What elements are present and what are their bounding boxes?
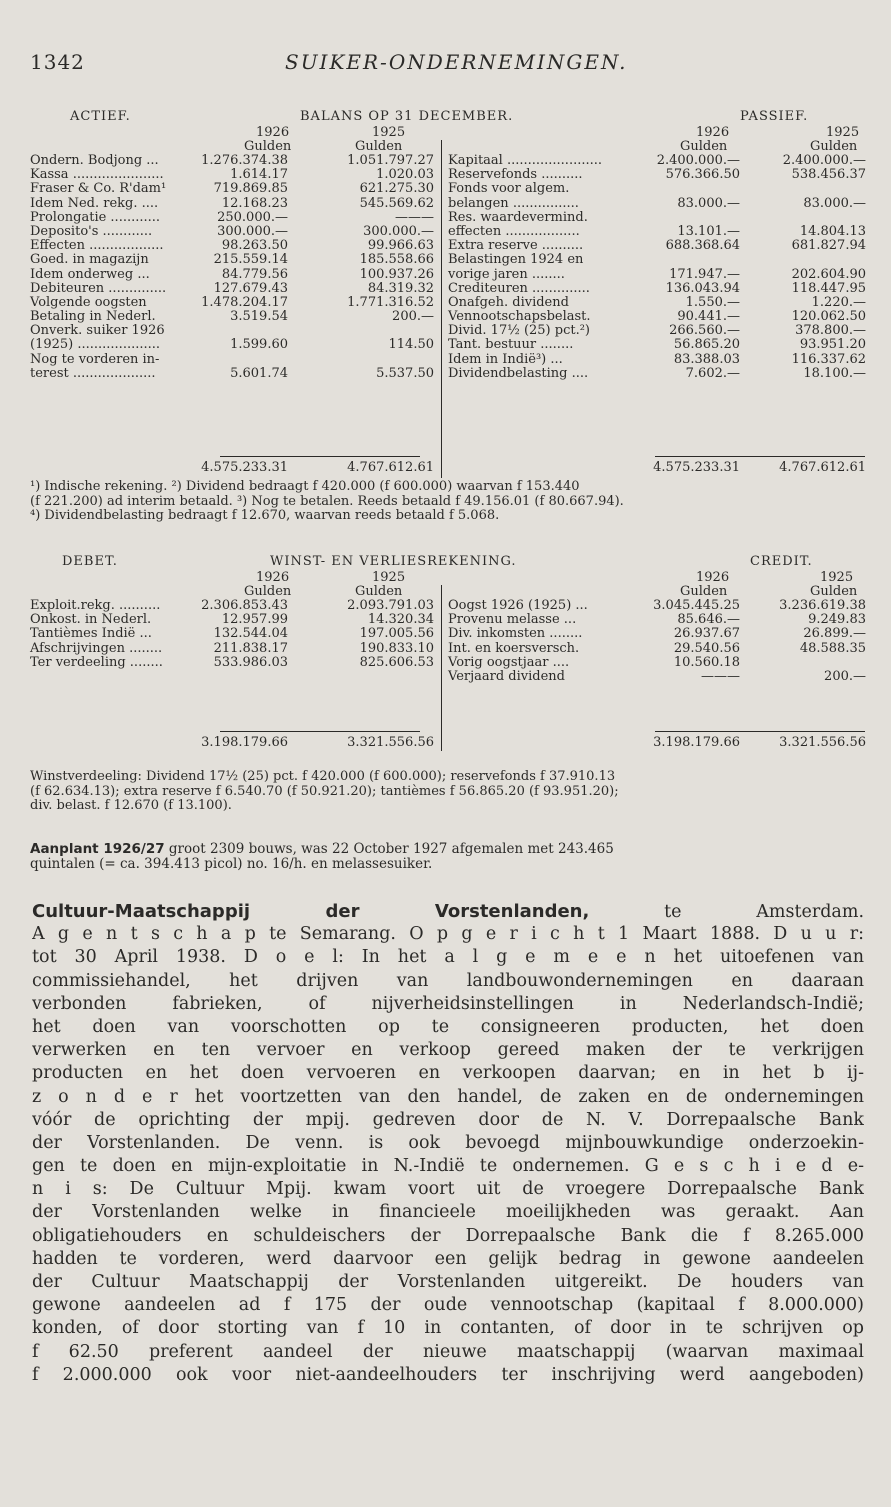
left-1926: 1.276.374.38 (201, 153, 288, 168)
right-label: vorige jaren ........ (448, 266, 565, 282)
left-label: Ter verdeeling ........ (30, 654, 163, 670)
right-1926: 83.388.03 (673, 351, 740, 367)
right-label: Belastingen 1924 en (448, 252, 584, 268)
year-1925-left: 1925 (372, 570, 406, 585)
table-row (30, 670, 866, 684)
table-row (30, 642, 866, 656)
pl-total-rule-left (220, 731, 420, 732)
right-1925: 2.400.000.— (782, 153, 866, 168)
article-line: tot 30 April 1938. D o e l: In het a l g e m e e n het uitoefenen van (32, 947, 864, 968)
article-line: konden, of door storting van f 10 in contanten, of door in te schrijven op (32, 1318, 864, 1339)
year-1926-right: 1926 (696, 125, 730, 140)
page-header (30, 50, 860, 80)
left-1926: 215.559.14 (213, 252, 288, 268)
article-line: der Vorstenlanden welke in financieele moeilijkheden was geraakt. Aan (32, 1202, 864, 1223)
left-1925: 621.275.30 (359, 181, 434, 197)
article-line: z o n d e r het voortzetten van den handel, de zaken en de ondernemingen (32, 1086, 864, 1107)
balance-notes (30, 480, 866, 524)
left-1925: 300.000.— (363, 223, 434, 239)
page-number: 1342 (30, 50, 85, 74)
aanplant-label: Aanplant 1926/27 (30, 841, 165, 857)
table-row (30, 367, 866, 381)
left-label: Nog te vorderen in- (30, 351, 160, 367)
article-line: A g e n t s c h a p te Semarang. O p g e r i c h t 1 Maart 1888. D u u r: (32, 924, 864, 945)
left-1925: 545.569.62 (359, 195, 434, 211)
right-1925: 26.899.— (803, 626, 866, 642)
total-passief-1926: 4.575.233.31 (653, 460, 740, 475)
right-1925: 3.236.619.38 (779, 598, 866, 613)
balance-years (30, 126, 866, 140)
left-label: Deposito's ............ (30, 223, 153, 239)
right-label: Vorig oogstjaar .... (448, 654, 570, 670)
left-1925: 1.051.797.27 (347, 153, 434, 168)
table-row (30, 268, 866, 282)
article-line: n i s: De Cultuur Mpij. kwam voort uit de vroegere Dorrepaalsche Bank (32, 1179, 864, 1200)
note-line: ¹) Indische rekening. ²) Dividend bedraagt f 420.000 (f 600.000) waarvan f 153.440 (30, 479, 580, 494)
unit-left-1: Gulden (244, 139, 292, 154)
left-1926: 3.519.54 (230, 309, 288, 325)
right-1925: 93.951.20 (799, 337, 866, 353)
note-line: Winstverdeeling: Dividend 17½ (25) pct. f 420.000 (f 600.000); reservefonds f 37.910.13 (30, 769, 616, 784)
article-line: verbonden fabrieken, of nijverheidsinstellingen in Nederlandsch-Indië; (32, 993, 864, 1014)
balance-sheet (30, 109, 866, 475)
right-1926: 1.550.— (685, 294, 740, 310)
year-1926-left: 1926 (256, 570, 290, 585)
right-1925: 116.337.62 (791, 351, 866, 367)
right-label: Kapitaal ....................... (448, 153, 603, 168)
table-row (30, 353, 866, 367)
table-row (30, 613, 866, 627)
left-label: Debiteuren .............. (30, 280, 167, 296)
article-line: hadden te vorderen, werd daarvoor een gelijk bedrag in gewone aandeelen (32, 1248, 864, 1269)
left-1925: 100.937.26 (359, 266, 434, 282)
left-1926: 2.306.853.43 (201, 598, 288, 613)
article-line: der Cultuur Maatschappij der Vorstenlanden uitgereikt. De houders van (32, 1272, 864, 1292)
left-1926: 211.838.17 (213, 640, 288, 656)
aanplant-text: groot 2309 bouws, was 22 October 1927 afgemalen met 243.465 (164, 841, 614, 857)
right-1926: 56.865.20 (673, 337, 740, 353)
left-1926: 98.263.50 (221, 238, 288, 254)
profit-loss-account (30, 554, 866, 750)
article-line: gewone aandeelen ad f 175 der oude vennootschap (kapitaal f 8.000.000) (32, 1295, 864, 1316)
total-credit-1926: 3.198.179.66 (653, 735, 740, 750)
left-1926: 127.679.43 (213, 280, 288, 296)
right-1925: 202.604.90 (791, 266, 866, 282)
passief-heading: PASSIEF. (740, 109, 809, 124)
left-1925: 190.833.10 (359, 640, 434, 656)
left-1926: 250.000.— (217, 209, 288, 225)
right-1926: 266.560.— (669, 323, 740, 339)
right-label: Vennootschapsbelast. (448, 309, 591, 325)
total-debet-1926: 3.198.179.66 (201, 735, 288, 750)
table-row (30, 296, 866, 310)
right-1926: 7.602.— (685, 365, 740, 381)
pl-totals (30, 736, 866, 750)
company-name: Cultuur-Maatschappij der Vorstenlanden, (32, 901, 590, 922)
right-1925: 200.— (824, 668, 866, 684)
right-label: Divid. 17½ (25) pct.²) (448, 323, 591, 339)
year-1925-left: 1925 (372, 125, 406, 140)
left-label: terest .................... (30, 365, 156, 381)
right-label: Int. en koersversch. (448, 640, 580, 656)
left-label: Onkost. in Nederl. (30, 612, 152, 628)
left-1925: 99.966.63 (367, 238, 434, 254)
debet-heading: DEBET. (62, 554, 118, 569)
left-1926: 1.478.204.17 (201, 294, 288, 310)
article-body (32, 923, 864, 1387)
right-1926: 13.101.— (677, 223, 740, 239)
table-row (30, 197, 866, 211)
table-row (30, 656, 866, 670)
left-label: Volgende oogsten (30, 294, 147, 310)
pl-rows (30, 599, 866, 684)
note-line: div. belast. f 12.670 (f 13.100). (30, 798, 232, 813)
unit-left-2: Gulden (355, 584, 403, 599)
right-label: Onafgeh. dividend (448, 294, 569, 310)
right-1926: 85.646.— (677, 612, 740, 628)
left-1925: 197.005.56 (359, 626, 434, 642)
pl-heading-row (30, 555, 866, 571)
left-1925: 1.771.316.52 (347, 294, 434, 310)
right-1925: 18.100.— (803, 365, 866, 381)
right-1925: 14.804.13 (799, 223, 866, 239)
left-1926: 132.544.04 (213, 626, 288, 642)
left-label: Fraser & Co. R'dam¹ (30, 181, 167, 197)
year-1926-left: 1926 (256, 125, 290, 140)
right-1925: 118.447.95 (791, 280, 866, 296)
unit-right-2: Gulden (810, 584, 858, 599)
balance-units (30, 140, 866, 154)
note-line: (f 221.200) ad interim betaald. ³) Nog te betalen. Reeds betaald f 49.156.01 (f 80.667.94). (30, 493, 624, 509)
total-rule-left (220, 456, 420, 457)
left-label: Goed. in magazijn (30, 252, 149, 268)
right-1926: 2.400.000.— (656, 153, 740, 168)
total-debet-1925: 3.321.556.56 (347, 735, 434, 750)
right-label: Provenu melasse ... (448, 612, 577, 628)
left-1925: 14.320.34 (367, 612, 434, 628)
right-1926: 29.540.56 (673, 640, 740, 656)
right-label: Crediteuren .............. (448, 280, 590, 296)
left-1926: 84.779.56 (221, 266, 288, 282)
table-row (30, 338, 866, 352)
article-line: gen te doen en mijn-exploitatie in N.-Indië te ondernemen. G e s c h i e d e- (32, 1156, 864, 1177)
right-1925: 538.456.37 (791, 167, 866, 183)
left-1925: ——— (395, 209, 434, 225)
right-1926: 171.947.— (669, 266, 740, 282)
left-label: Prolongatie ............ (30, 209, 161, 225)
left-label: Ondern. Bodjong ... (30, 153, 159, 168)
year-1926-right: 1926 (696, 570, 730, 585)
left-1926: 12.957.99 (221, 612, 288, 628)
right-label: Idem in Indië³) ... (448, 351, 563, 367)
left-1925: 185.558.66 (359, 252, 434, 268)
right-1926: 10.560.18 (673, 654, 740, 670)
left-label: (1925) .................... (30, 337, 161, 353)
right-1926: 576.366.50 (665, 167, 740, 183)
balance-totals (30, 461, 866, 475)
article-line: obligatiehouders en schuldeischers der Dorrepaalsche Bank die f 8.265.000 (32, 1225, 864, 1246)
balans-heading: BALANS OP 31 DECEMBER. (300, 109, 514, 124)
left-1925: 1.020.03 (376, 167, 434, 183)
note-line: ⁴) Dividendbelasting bedraagt f 12.670, waarvan reeds betaald f 5.068. (30, 508, 500, 523)
left-1926: 1.614.17 (230, 167, 288, 183)
balance-rows (30, 154, 866, 381)
left-1925: 5.537.50 (376, 365, 434, 381)
unit-right-1: Gulden (680, 139, 728, 154)
credit-heading: CREDIT. (750, 554, 813, 569)
table-row (30, 211, 866, 225)
total-actief-1925: 4.767.612.61 (347, 460, 434, 475)
left-1926: 5.601.74 (230, 365, 288, 381)
right-1925: 378.800.— (795, 323, 866, 339)
article-line: f 2.000.000 ook voor niet-aandeelhouders ter inschrijving werd aangeboden) (32, 1364, 864, 1385)
left-1926: 533.986.03 (213, 654, 288, 670)
total-actief-1926: 4.575.233.31 (201, 460, 288, 475)
right-1926: 26.937.67 (673, 626, 740, 642)
table-row (30, 168, 866, 182)
pl-total-rule-right (655, 731, 865, 732)
running-title: SUIKER-ONDERNEMINGEN. (285, 50, 628, 74)
article-line: der Vorstenlanden. De venn. is ook bevoegd mijnbouwkundige onderzoekin- (32, 1132, 864, 1153)
article-line: producten en het doen vervoeren en verkoopen daarvan; en in het b ij- (32, 1063, 864, 1084)
right-label: Reservefonds .......... (448, 167, 583, 183)
right-label: Extra reserve .......... (448, 238, 584, 254)
article-line: commissiehandel, het drijven van landbouwondernemingen en daaraan (32, 970, 864, 991)
right-1925: 9.249.83 (808, 612, 866, 628)
left-label: Kassa ...................... (30, 167, 164, 183)
right-1926: ——— (701, 668, 740, 684)
year-1925-right: 1925 (820, 570, 854, 585)
table-row (30, 282, 866, 296)
right-label: effecten .................. (448, 223, 580, 239)
table-row (30, 324, 866, 338)
left-1926: 300.000.— (217, 223, 288, 239)
unit-right-2: Gulden (810, 139, 858, 154)
table-row (30, 310, 866, 324)
winst-heading: WINST- EN VERLIESREKENING. (270, 554, 517, 569)
left-1926: 12.168.23 (221, 195, 288, 211)
right-label: Oogst 1926 (1925) ... (448, 598, 588, 613)
table-row (30, 154, 866, 168)
balance-heading-row (30, 110, 866, 126)
left-1926: 719.869.85 (213, 181, 288, 197)
article-line: vóór de oprichting der mpij. gedreven door de N. V. Dorrepaalsche Bank (32, 1109, 864, 1130)
left-1925: 114.50 (388, 337, 434, 353)
left-label: Onverk. suiker 1926 (30, 323, 165, 339)
article-line: verwerken en ten vervoer en verkoop gereed maken der te verkrijgen (32, 1040, 864, 1061)
left-1925: 84.319.32 (367, 280, 434, 296)
article-line: het doen van voorschotten op te consigneeren producten, het doen (32, 1016, 864, 1037)
pl-units (30, 585, 866, 599)
left-label: Idem onderweg ... (30, 266, 150, 282)
article-line: Cultuur-Maatschappij der Vorstenlanden, te Amsterdam. (32, 901, 864, 922)
right-label: belangen ................ (448, 195, 579, 211)
left-label: Betaling in Nederl. (30, 309, 156, 325)
right-1925: 120.062.50 (791, 309, 866, 325)
total-passief-1925: 4.767.612.61 (779, 460, 866, 475)
article-line: f 62.50 preferent aandeel der nieuwe maatschappij (waarvan maximaal (32, 1341, 864, 1362)
left-label: Tantièmes Indië ... (30, 626, 152, 642)
right-label: Verjaard dividend (448, 668, 565, 684)
right-1925: 48.588.35 (799, 640, 866, 656)
table-row (30, 239, 866, 253)
table-row (30, 225, 866, 239)
right-label: Res. waardevermind. (448, 209, 588, 225)
total-credit-1925: 3.321.556.56 (779, 735, 866, 750)
left-label: Afschrijvingen ........ (30, 640, 163, 656)
right-label: Dividendbelasting .... (448, 365, 589, 381)
pl-years (30, 571, 866, 585)
right-1925: 1.220.— (811, 294, 866, 310)
year-1925-right: 1925 (826, 125, 860, 140)
table-row (30, 599, 866, 613)
left-label: Effecten .................. (30, 238, 164, 254)
left-1925: 825.606.53 (359, 654, 434, 670)
left-label: Exploit.rekg. .......... (30, 598, 161, 613)
right-1926: 3.045.445.25 (653, 598, 740, 613)
left-1926: 1.599.60 (230, 337, 288, 353)
right-1925: 681.827.94 (791, 238, 866, 254)
table-row (30, 182, 866, 196)
company-article (32, 900, 864, 1387)
right-1926: 688.368.64 (665, 238, 740, 254)
aanplant-paragraph (30, 842, 866, 872)
right-1926: 90.441.— (677, 309, 740, 325)
left-label: Idem Ned. rekg. .... (30, 195, 159, 211)
aanplant-text-2: quintalen (= ca. 394.413 picol) no. 16/h. en melassesuiker. (30, 856, 433, 872)
right-label: Div. inkomsten ........ (448, 626, 583, 642)
balance-divider (441, 140, 442, 478)
profit-distribution (30, 770, 866, 814)
right-1926: 136.043.94 (665, 280, 740, 296)
note-line: (f 62.634.13); extra reserve f 6.540.70 (f 50.921.20); tantièmes f 56.865.20 (f 93.951.20); (30, 783, 619, 799)
actief-heading: ACTIEF. (70, 109, 131, 124)
pl-divider (441, 585, 442, 751)
right-label: Fonds voor algem. (448, 181, 570, 197)
right-1926: 83.000.— (677, 195, 740, 211)
left-1925: 200.— (392, 309, 434, 325)
total-rule-right (655, 456, 865, 457)
right-label: Tant. bestuur ........ (448, 337, 574, 353)
table-row (30, 627, 866, 641)
left-1925: 2.093.791.03 (347, 598, 434, 613)
unit-left-1: Gulden (244, 584, 292, 599)
unit-left-2: Gulden (355, 139, 403, 154)
unit-right-1: Gulden (680, 584, 728, 599)
right-1925: 83.000.— (803, 195, 866, 211)
table-row (30, 253, 866, 267)
